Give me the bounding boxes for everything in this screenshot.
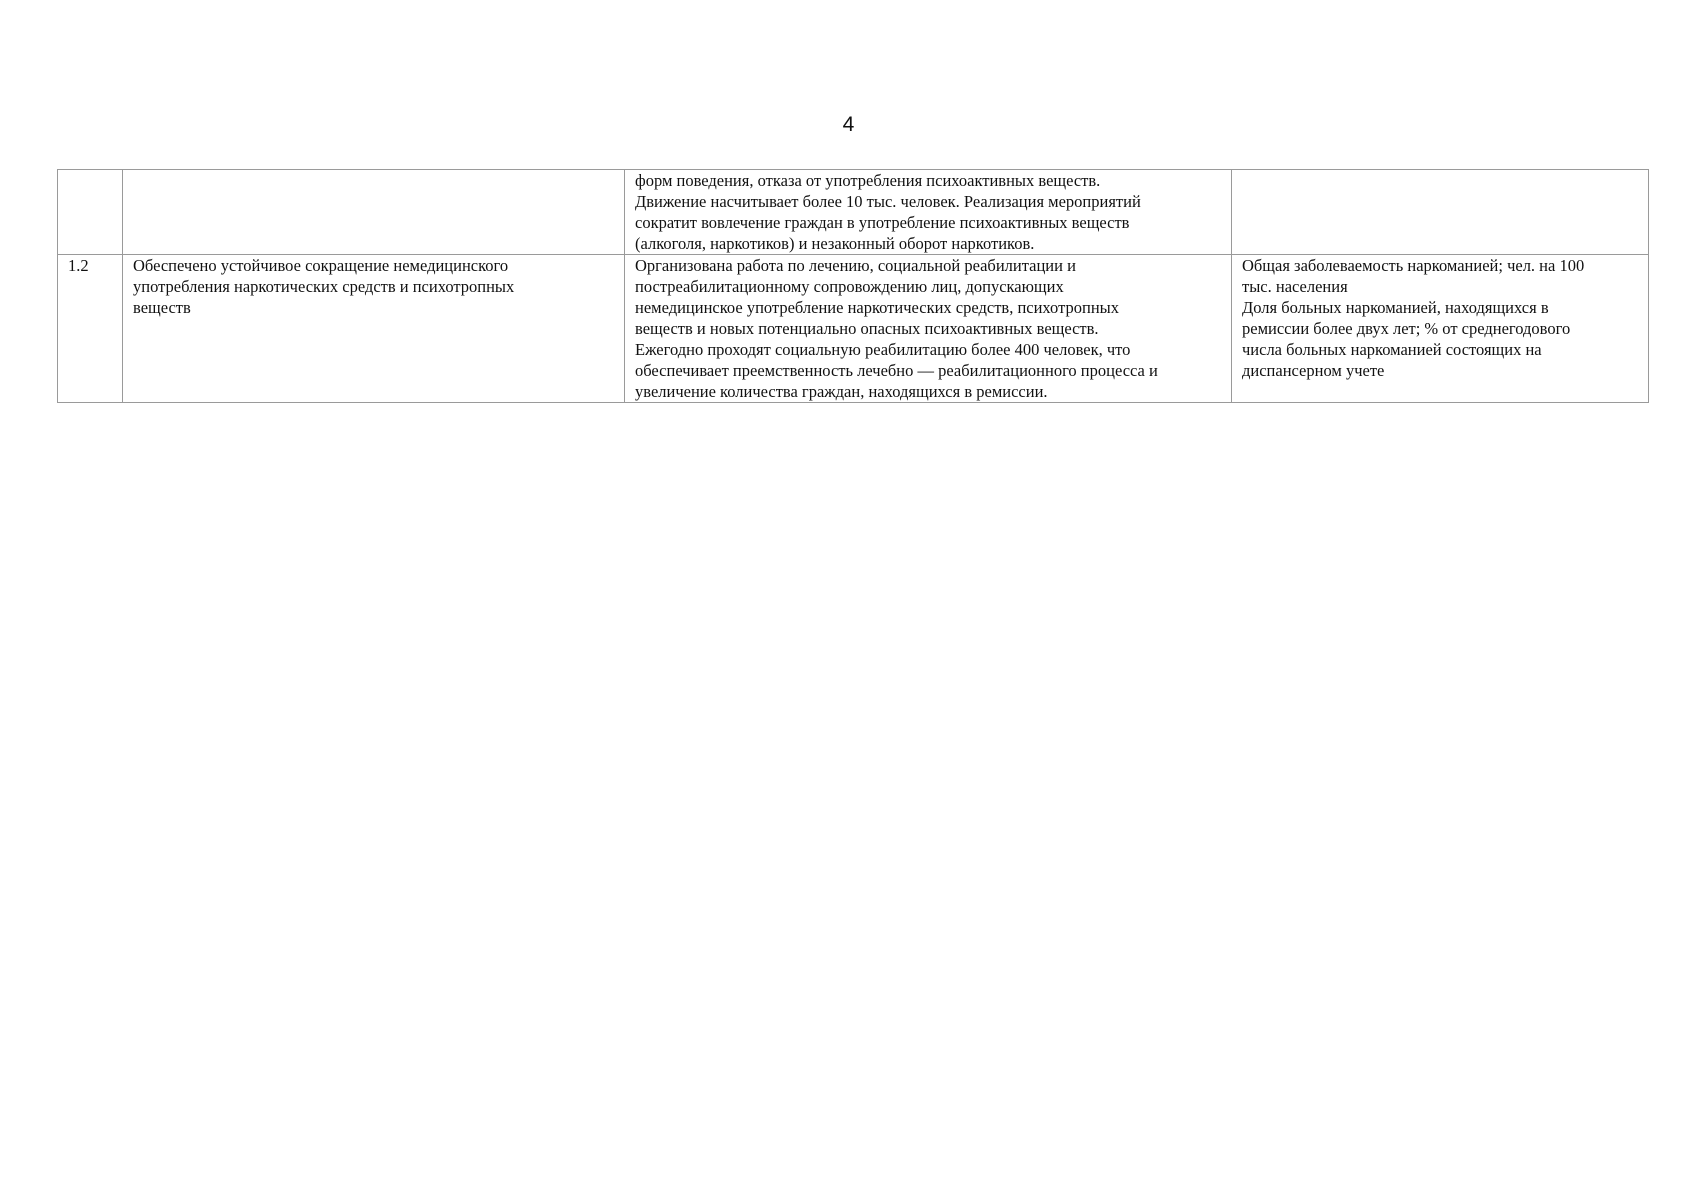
result-line: употребления наркотических средств и психотропных <box>133 277 515 296</box>
description-line: сократит вовлечение граждан в употребление психоактивных веществ <box>635 213 1130 232</box>
description-line: Ежегодно проходят социальную реабилитацию более 400 человек, что <box>635 340 1131 359</box>
indicator-line: Общая заболеваемость наркоманией; чел. на 100 <box>1242 256 1585 275</box>
cell-number <box>58 255 123 403</box>
cell-indicators <box>1232 170 1649 255</box>
cell-result <box>123 170 625 255</box>
description-line: немедицинское употребление наркотических средств, психотропных <box>635 298 1119 317</box>
description-line: форм поведения, отказа от употребления психоактивных веществ. <box>635 171 1101 190</box>
description-line: веществ и новых потенциально опасных психоактивных веществ. <box>635 319 1099 338</box>
indicator-line: тыс. населения <box>1242 277 1348 296</box>
cell-result <box>123 255 625 403</box>
row-number: 1.2 <box>68 256 89 275</box>
result-line: Обеспечено устойчивое сокращение немедицинского <box>133 256 509 275</box>
document-table <box>57 169 1649 403</box>
indicator-line: Доля больных наркоманией, находящихся в <box>1242 298 1549 317</box>
description-line: увеличение количества граждан, находящихся в ремиссии. <box>635 382 1048 401</box>
description-line: Движение насчитывает более 10 тыс. человек. Реализация мероприятий <box>635 192 1141 211</box>
description-line: (алкоголя, наркотиков) и незаконный оборот наркотиков. <box>635 234 1035 253</box>
table-row <box>58 255 1649 403</box>
page-number: 4 <box>842 113 855 136</box>
table-row <box>58 170 1649 255</box>
indicator-line: диспансерном учете <box>1242 361 1385 380</box>
indicator-line: ремиссии более двух лет; % от среднегодового <box>1242 319 1571 338</box>
description-line: обеспечивает преемственность лечебно — реабилитационного процесса и <box>635 361 1158 380</box>
cell-description <box>625 255 1232 403</box>
cell-description <box>625 170 1232 255</box>
indicator-line: числа больных наркоманией состоящих на <box>1242 340 1542 359</box>
cell-indicators <box>1232 255 1649 403</box>
cell-number <box>58 170 123 255</box>
description-line: постреабилитационному сопровождению лиц, допускающих <box>635 277 1064 296</box>
result-line: веществ <box>133 298 191 317</box>
description-line: Организована работа по лечению, социальной реабилитации и <box>635 256 1076 275</box>
